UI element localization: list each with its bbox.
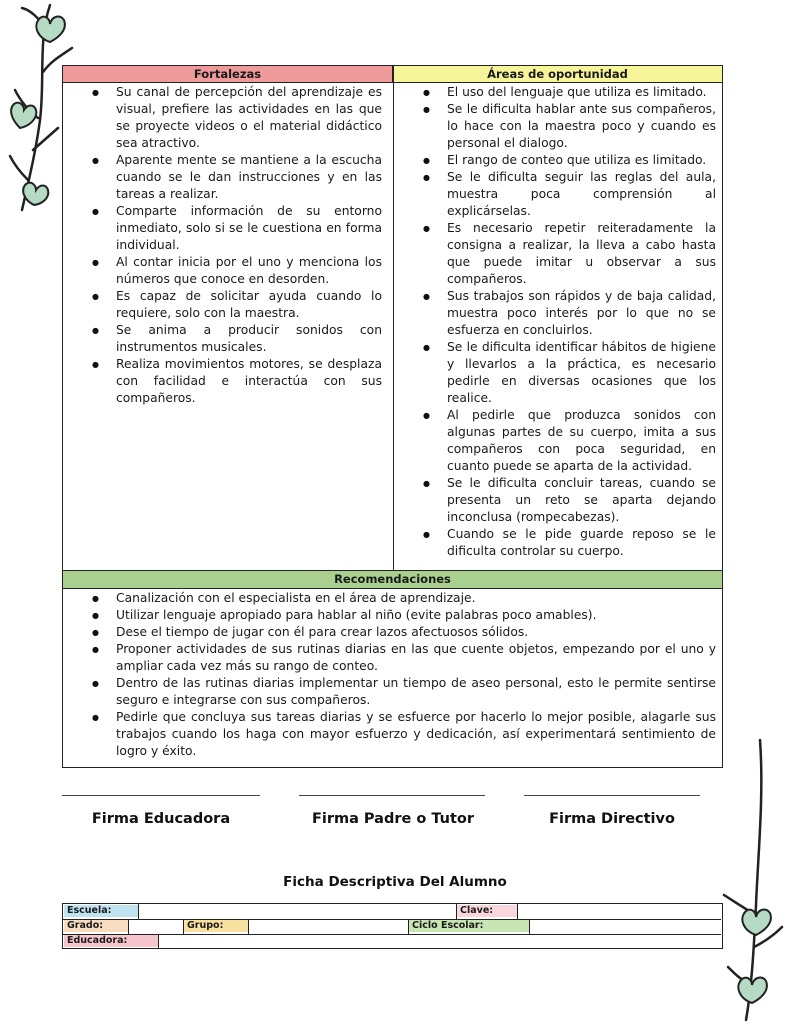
list-item: ● Su canal de percepción del aprendizaje es visual, prefiere las actividades en las que se proyecte videos o el material didáctico sea atractivo.	[116, 84, 382, 152]
recommendations-header: Recomendaciones	[63, 570, 722, 589]
signature-label-teacher: Firma Educadora	[91, 811, 231, 827]
recommendations-list	[116, 590, 716, 760]
list-item: ● Realiza movimientos motores, se desplaza con facilidad e interactúa con sus compañeros.	[116, 356, 382, 407]
info-row-school	[63, 904, 721, 920]
signature-line-teacher	[62, 795, 260, 796]
list-item: ● Comparte información de su entorno inmediato, solo si se le cuestiona en forma individual.	[116, 203, 382, 254]
signature-line-director	[524, 795, 700, 796]
student-info-box	[62, 903, 723, 949]
school-label: Escuela:	[64, 905, 138, 917]
list-item: ● El rango de conteo que utiliza es limitado.	[447, 152, 716, 169]
list-item: ● Sus trabajos son rápidos y de baja calidad, muestra poco interés por lo que no se esfuerza en concluirlos.	[447, 288, 716, 339]
list-item: ● Se le dificulta identificar hábitos de higiene y llevarlos a la práctica, es necesario pedirle en diversas ocasiones que los realice.	[447, 339, 716, 407]
info-row-grade	[63, 919, 721, 935]
signature-line-parent	[299, 795, 485, 796]
cell-divider	[248, 919, 249, 934]
info-row-teacher	[63, 934, 721, 949]
evaluation-table	[62, 65, 723, 768]
list-item: ● Canalización con el especialista en el área de aprendizaje.	[116, 590, 716, 607]
ficha-title: Ficha Descriptiva Del Alumno	[283, 874, 507, 890]
list-item: ● Es necesario repetir reiteradamente la consigna a realizar, la lleva a cabo hasta que puede imitar u observar a sus compañeros.	[447, 220, 716, 288]
cell-divider	[529, 919, 530, 934]
list-item: ● Se le dificulta hablar ante sus compañeros, lo hace con la maestra poco y cuando es personal el dialogo.	[447, 101, 716, 152]
strengths-header: Fortalezas	[63, 66, 393, 83]
list-item: ● Se le dificulta concluir tareas, cuando se presenta un reto se aparta dejando inconclusa (rompecabezas).	[447, 475, 716, 526]
strengths-list	[116, 84, 382, 407]
cell-divider	[158, 934, 159, 949]
list-item: ● Es capaz de solicitar ayuda cuando lo requiere, solo con la maestra.	[116, 288, 382, 322]
opportunities-list	[447, 84, 716, 560]
teacher-label: Educadora:	[64, 935, 158, 947]
cell-divider	[128, 919, 129, 934]
list-item: ● Al pedirle que produzca sonidos con algunas partes de su cuerpo, imita a sus compañeros con poca seguridad, en cuanto puede se aparta de la actividad.	[447, 407, 716, 475]
list-item: ● Se le dificulta seguir las reglas del aula, muestra poca comprensión al explicárselas.	[447, 169, 716, 220]
signature-label-parent: Firma Padre o Tutor	[311, 811, 475, 827]
list-item: ● Dese el tiempo de jugar con él para crear lazos afectuosos sólidos.	[116, 624, 716, 641]
list-item: ● Utilizar lenguaje apropiado para hablar al niño (evite palabras poco amables).	[116, 607, 716, 624]
opportunities-header: Áreas de oportunidad	[393, 66, 722, 83]
cell-divider	[517, 904, 518, 919]
list-item: ● Proponer actividades de sus rutinas diarias en las que cuente objetos, empezando por el uno y ampliar cada vez más su rango de conteo.	[116, 641, 716, 675]
list-item: ● Cuando se le pide guarde reposo se le dificulta controlar su cuerpo.	[447, 526, 716, 560]
list-item: ● Dentro de las rutinas diarias implementar un tiempo de aseo personal, esto le permite sentirse seguro e integrarse con sus compañeros.	[116, 675, 716, 709]
list-item: ● Aparente mente se mantiene a la escucha cuando se le dan instrucciones y en las tareas a realizar.	[116, 152, 382, 203]
vine-decoration-bottom-icon	[712, 735, 791, 1024]
signature-label-director: Firma Directivo	[549, 811, 675, 827]
list-item: ● Pedirle que concluya sus tareas diarias y se esfuerce por hacerlo lo mejor posible, alagarle sus trabajos cuando los haga con mayor esfuerzo y dedicación, así experimentará sentimiento de logro y éxito.	[116, 709, 716, 760]
grade-label: Grado:	[64, 920, 128, 932]
column-divider	[393, 66, 394, 570]
cell-divider	[138, 904, 139, 919]
cycle-label: Ciclo Escolar:	[409, 920, 529, 932]
group-label: Grupo:	[184, 920, 248, 932]
list-item: ● Al contar inicia por el uno y menciona los números que conoce en desorden.	[116, 254, 382, 288]
list-item: ● El uso del lenguaje que utiliza es limitado.	[447, 84, 716, 101]
key-label: Clave:	[457, 905, 517, 917]
list-item: ● Se anima a producir sonidos con instrumentos musicales.	[116, 322, 382, 356]
